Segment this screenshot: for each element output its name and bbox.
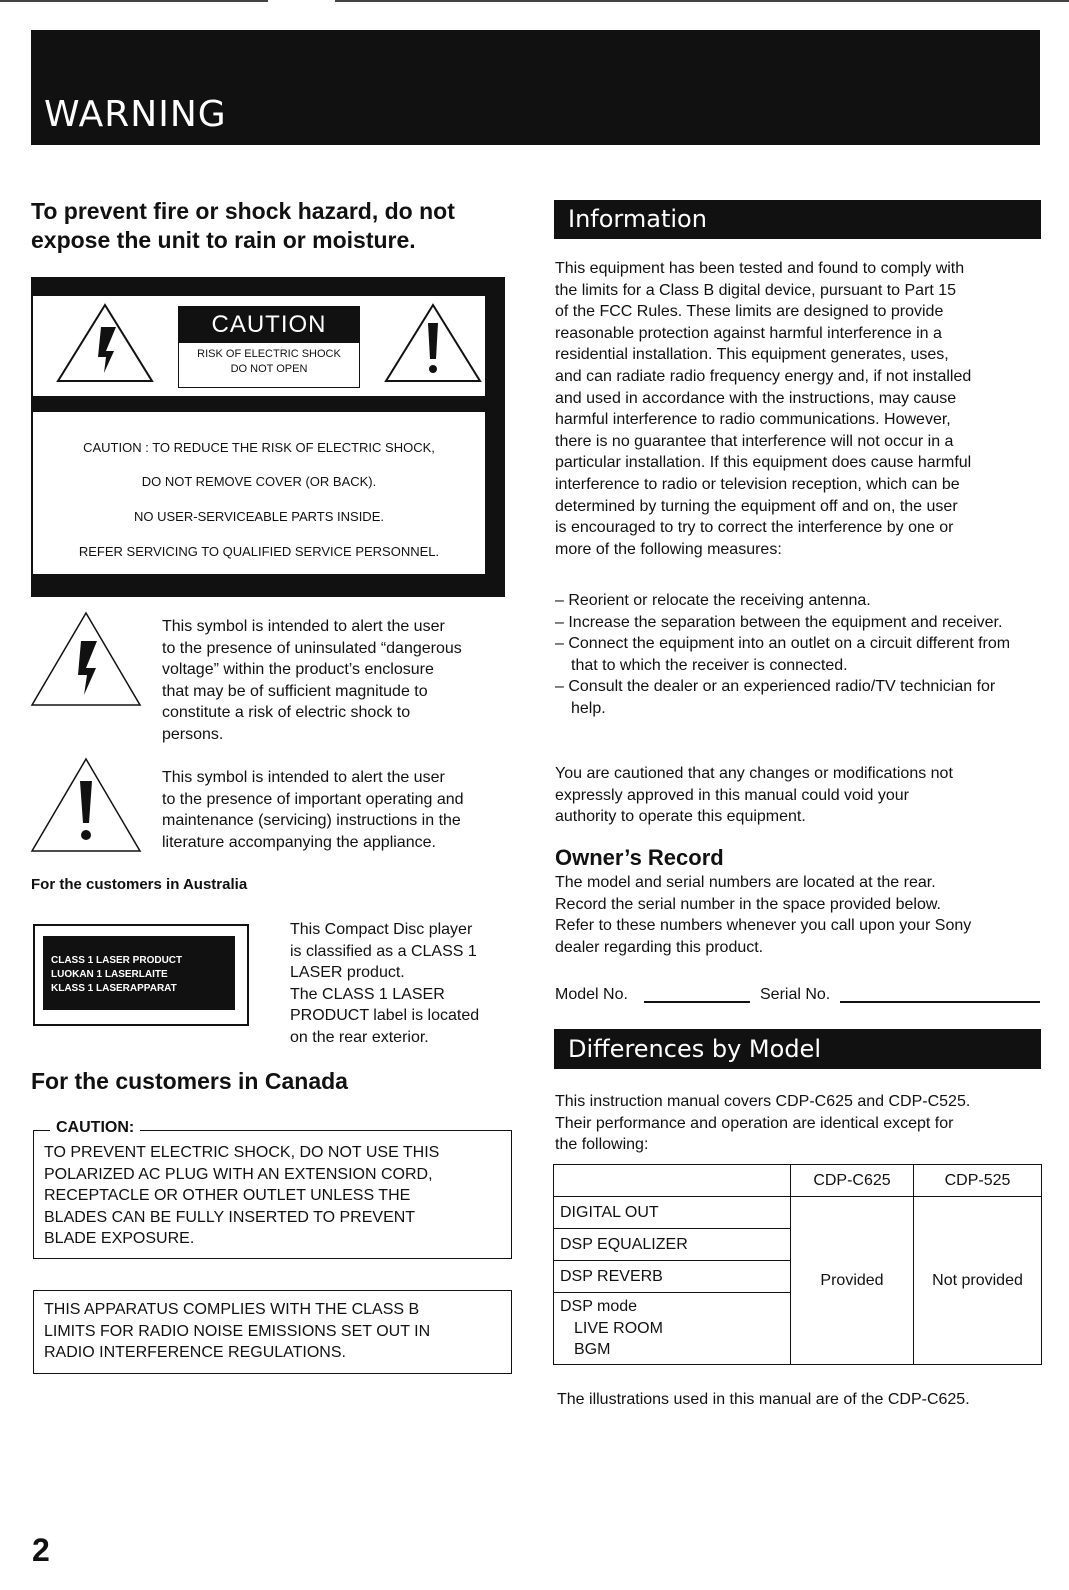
text-line: persons. (162, 725, 224, 743)
laser-label-inner (43, 936, 235, 1010)
text-line: This instruction manual covers CDP-C625 and CDP-C525. (555, 1093, 971, 1110)
text-line: dealer regarding this product. (555, 938, 764, 956)
australia-text (290, 919, 479, 1049)
text-line: literature accompanying the appliance. (162, 833, 436, 851)
warning-banner (31, 30, 1040, 145)
table-row (554, 1197, 1042, 1229)
exclamation-triangle-icon (384, 303, 482, 383)
text-line: This equipment has been tested and found to comply with (555, 260, 965, 277)
text-line: LIMITS FOR RADIO NOISE EMISSIONS SET OUT IN (44, 1322, 431, 1340)
differences-text (555, 1091, 970, 1156)
text-line: TO PREVENT ELECTRIC SHOCK, DO NOT USE THIS (44, 1144, 440, 1161)
serial-no-field[interactable] (840, 1001, 1040, 1003)
caution-label (178, 306, 360, 388)
caution-text-line: DO NOT REMOVE COVER (OR BACK). (141, 474, 377, 489)
caution-label-line: RISK OF ELECTRIC SHOCK (197, 348, 341, 360)
lightning-triangle-icon (30, 611, 142, 707)
list-item: – Reorient or relocate the receiving antenna. (555, 592, 871, 609)
table-header: CDP-C625 (791, 1165, 914, 1197)
lightning-triangle-icon (56, 303, 154, 383)
text-line: constitute a risk of electric shock to (162, 704, 411, 722)
list-item: – Increase the separation between the equipment and receiver. (555, 613, 1003, 631)
laser-label-line: LUOKAN 1 LASERLAITE (51, 969, 168, 980)
text-line: Refer to these numbers whenever you call upon your Sony (555, 917, 972, 935)
text-line: This Compact Disc player (290, 921, 473, 938)
australia-heading: For the customers in Australia (31, 876, 248, 893)
model-no-field[interactable] (644, 1001, 750, 1003)
text-line: harmful interference to radio communications. However, (555, 411, 951, 429)
text-line: and can radiate radio frequency energy and, if not installed (555, 367, 972, 385)
laser-product-label (33, 924, 249, 1026)
text-line: RADIO INTERFERENCE REGULATIONS. (44, 1344, 346, 1362)
warning-title: WARNING (44, 94, 227, 135)
text-line: Record the serial number in the space provided below. (555, 895, 941, 913)
caution-text-line: NO USER-SERVICEABLE PARTS INSIDE. (134, 509, 384, 524)
text-line: determined by turning the equipment off and on, the user (555, 497, 958, 515)
hazard-heading (31, 197, 455, 255)
information-text (555, 258, 971, 560)
differences-heading: Differences by Model (554, 1029, 1041, 1069)
class-b-box (33, 1290, 512, 1374)
text-line: BLADE EXPOSURE. (44, 1230, 195, 1248)
table-cell: Provided (791, 1197, 914, 1365)
text-line: LASER product. (290, 964, 405, 982)
table-cell (554, 1165, 791, 1197)
text-line: BLADES CAN BE FULLY INSERTED TO PREVENT (44, 1208, 416, 1226)
top-rule (0, 0, 268, 2)
table-cell: DSP EQUALIZER (554, 1229, 791, 1261)
laser-label-line: KLASS 1 LASERAPPARAT (51, 983, 177, 994)
text-line: The CLASS 1 LASER (290, 985, 445, 1003)
text-line: POLARIZED AC PLUG WITH AN EXTENSION CORD, (44, 1165, 433, 1183)
table-row (554, 1165, 1042, 1197)
text-line: PRODUCT label is located (290, 1007, 480, 1025)
text-line: to the presence of uninsulated “dangerous (162, 639, 462, 657)
list-item: – Connect the equipment into an outlet on a circuit different from that to which the receiver is connected. (555, 635, 1011, 674)
table-cell (554, 1293, 791, 1365)
illustration-footnote: The illustrations used in this manual are of the CDP-C625. (557, 1391, 970, 1408)
caution-label-title: CAUTION (179, 307, 359, 343)
text-line: to the presence of important operating and (162, 790, 464, 808)
text-line: DSP mode (560, 1298, 638, 1316)
top-rule (335, 0, 1069, 2)
modification-caution (555, 763, 953, 828)
text-line: particular installation. If this equipment does cause harmful (555, 454, 972, 472)
list-item: – Consult the dealer or an experienced radio/TV technician for help. (555, 678, 996, 717)
table-cell: Not provided (914, 1197, 1042, 1365)
measures-list (555, 590, 1025, 720)
canada-caution-title: CAUTION: (50, 1119, 140, 1137)
text-line: RECEPTACLE OR OTHER OUTLET UNLESS THE (44, 1187, 411, 1205)
model-no-label: Model No. (555, 986, 628, 1003)
text-line: is encouraged to try to correct the interference by one or (555, 519, 954, 537)
page-number: 2 (32, 1532, 50, 1568)
exclamation-triangle-icon (30, 757, 142, 853)
model-differences-table (553, 1164, 1042, 1365)
text-line: You are cautioned that any changes or modifications not (555, 765, 953, 782)
heading-line: To prevent fire or shock hazard, do not (31, 198, 455, 224)
caution-label-line: DO NOT OPEN (230, 363, 308, 375)
table-cell: DIGITAL OUT (554, 1197, 791, 1229)
text-line: The model and serial numbers are located at the rear. (555, 874, 936, 891)
text-line: expressly approved in this manual could void your (555, 786, 909, 804)
canada-caution-box (33, 1130, 512, 1259)
text-line: on the rear exterior. (290, 1028, 429, 1046)
text-line: the following: (555, 1136, 649, 1154)
information-heading: Information (554, 200, 1041, 239)
text-line: THIS APPARATUS COMPLIES WITH THE CLASS B (44, 1301, 420, 1318)
text-line: there is no guarantee that interference will not occur in a (555, 432, 954, 450)
serial-no-label: Serial No. (760, 986, 831, 1003)
symbol1-description (162, 616, 462, 746)
text-line: This symbol is intended to alert the user (162, 618, 445, 635)
laser-label-line: CLASS 1 LASER PRODUCT (51, 955, 183, 966)
caution-text-line: CAUTION : TO REDUCE THE RISK OF ELECTRIC SHOCK, (83, 440, 435, 455)
text-line: that may be of sufficient magnitude to (162, 682, 428, 700)
text-line: the limits for a Class B digital device, pursuant to Part 15 (555, 281, 957, 299)
text-line: is classified as a CLASS 1 (290, 942, 477, 960)
text-line: interference to radio or television reception, which can be (555, 475, 960, 493)
table-cell: DSP REVERB (554, 1261, 791, 1293)
text-line: authority to operate this equipment. (555, 808, 806, 826)
text-line: more of the following measures: (555, 540, 782, 558)
caution-text-line: REFER SERVICING TO QUALIFIED SERVICE PERSONNEL. (78, 544, 440, 559)
text-line: LIVE ROOM (574, 1319, 663, 1337)
heading-line: expose the unit to rain or moisture. (31, 227, 416, 253)
text-line: voltage” within the product’s enclosure (162, 661, 434, 679)
text-line: residential installation. This equipment generates, uses, (555, 346, 949, 364)
owners-record-text (555, 872, 971, 958)
text-line: and used in accordance with the instructions, may cause (555, 389, 957, 407)
text-line: This symbol is intended to alert the user (162, 769, 445, 786)
text-line: Their performance and operation are identical except for (555, 1114, 954, 1132)
symbol2-description (162, 767, 464, 853)
canada-heading: For the customers in Canada (31, 1068, 348, 1094)
text-line: maintenance (servicing) instructions in the (162, 812, 461, 830)
text-line: reasonable protection against harmful interference in a (555, 324, 942, 342)
text-line: of the FCC Rules. These limits are designed to provide (555, 303, 944, 321)
owners-record-heading: Owner’s Record (555, 845, 724, 870)
table-header: CDP-525 (914, 1165, 1042, 1197)
text-line: BGM (574, 1341, 611, 1359)
